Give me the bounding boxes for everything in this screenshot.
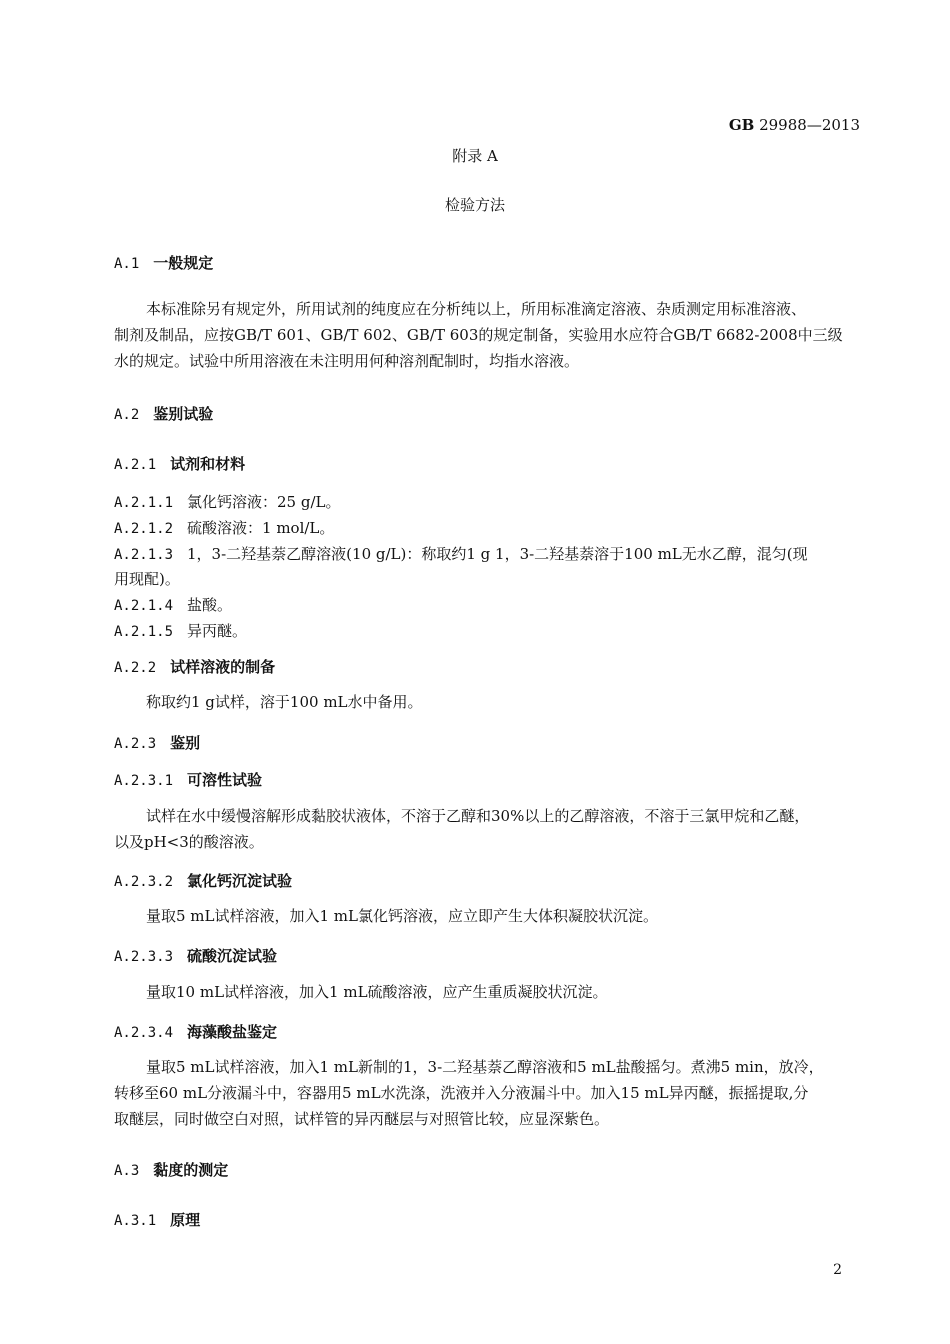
paragraph-line: 量取5 mL试样溶液，加入1 mL氯化钙溶液，应立即产生大体积凝胶状沉淀。 [146, 907, 658, 925]
paragraph-calcium-chloride [114, 903, 860, 929]
reagent-item [114, 620, 247, 641]
reagent-text: 1，3-二羟基萘乙醇溶液(10 g/L)：称取约1 g 1，3-二羟基萘溶于100 mL无水乙醇，混匀(现 [187, 545, 808, 563]
section-number: A.2.3.2 [114, 874, 174, 890]
paragraph-line: 取醚层，同时做空白对照，试样管的异丙醚层与对照管比较，应显深紫色。 [114, 1110, 610, 1128]
section-number: A.1 [114, 256, 140, 272]
section-title: 氯化钙沉淀试验 [187, 872, 293, 890]
reagent-item [114, 594, 232, 615]
reagent-item [114, 491, 341, 512]
section-heading-a232 [114, 870, 292, 891]
paragraph-line: 量取10 mL试样溶液，加入1 mL硫酸溶液，应产生重质凝胶状沉淀。 [146, 983, 608, 1001]
section-title: 试剂和材料 [170, 455, 246, 473]
reagent-item [114, 543, 808, 564]
reagent-text: 盐酸。 [187, 596, 233, 614]
section-title: 鉴别 [170, 734, 201, 752]
section-heading-a1 [114, 252, 213, 273]
paragraph-line: 量取5 mL试样溶液，加入1 mL新制的1，3-二羟基萘乙醇溶液和5 mL盐酸摇匀。煮沸5 min，放冷， [146, 1058, 824, 1076]
appendix-label: 附录 A [452, 147, 498, 165]
paragraph-line: 试样在水中缓慢溶解形成黏胶状液体，不溶于乙醇和30%以上的乙醇溶液，不溶于三氯甲烷和乙醚， [146, 807, 810, 825]
section-title: 鉴别试验 [153, 405, 214, 423]
paragraph-sample-prep [114, 689, 860, 715]
section-number: A.2.3.1 [114, 773, 174, 789]
section-title: 试样溶液的制备 [170, 658, 276, 676]
section-number: A.3 [114, 1163, 140, 1179]
paragraph-line: 水的规定。试验中所用溶液在未注明用何种溶剂配制时，均指水溶液。 [114, 352, 580, 370]
section-heading-a3 [114, 1159, 228, 1180]
section-number: A.2.1 [114, 457, 157, 473]
paragraph-sulfuric-acid [114, 979, 860, 1005]
section-title: 海藻酸盐鉴定 [187, 1023, 278, 1041]
page-number: 2 [833, 1262, 842, 1278]
paragraph-line: 本标准除另有规定外，所用试剂的纯度应在分析纯以上，所用标准滴定溶液、杂质测定用标准溶液、 [146, 300, 807, 318]
appendix-title: 检验方法 [444, 196, 505, 214]
section-title: 可溶性试验 [187, 771, 263, 789]
section-heading-a231 [114, 769, 262, 790]
paragraph-general-provisions [114, 296, 860, 374]
reagent-number: A.2.1.5 [114, 624, 174, 640]
section-number: A.2 [114, 407, 140, 423]
section-title: 原理 [170, 1211, 201, 1229]
section-title: 硫酸沉淀试验 [187, 947, 278, 965]
section-heading-a233 [114, 945, 277, 966]
section-heading-a31 [114, 1209, 200, 1230]
section-title: 一般规定 [153, 254, 214, 272]
reagent-number: A.2.1.1 [114, 495, 174, 511]
standard-code-number: 29988—2013 [754, 116, 860, 134]
section-heading-a21 [114, 453, 245, 474]
reagent-item [114, 517, 334, 538]
reagent-text: 氯化钙溶液：25 g/L。 [187, 493, 341, 511]
paragraph-line: 转移至60 mL分液漏斗中，容器用5 mL水洗涤，洗液并入分液漏斗中。加入15 mL异丙醚，振摇提取,分 [114, 1084, 809, 1102]
section-heading-a22 [114, 656, 275, 677]
section-heading-a23 [114, 732, 200, 753]
reagent-number: A.2.1.3 [114, 547, 174, 563]
reagent-number: A.2.1.4 [114, 598, 174, 614]
standard-code-prefix: GB [728, 116, 755, 134]
paragraph-line: 制剂及制品，应按GB/T 601、GB/T 602、GB/T 603的规定制备，实验用水应符合GB/T 6682-2008中三级 [114, 326, 843, 344]
standard-code [729, 116, 860, 134]
section-number: A.3.1 [114, 1213, 157, 1229]
section-number: A.2.2 [114, 660, 157, 676]
reagent-text: 硫酸溶液：1 mol/L。 [187, 519, 335, 537]
reagent-number: A.2.1.2 [114, 521, 174, 537]
section-heading-a2 [114, 403, 213, 424]
section-number: A.2.3.3 [114, 949, 174, 965]
paragraph-line: 以及pH<3的酸溶液。 [114, 833, 264, 851]
section-heading-a234 [114, 1021, 277, 1042]
paragraph-solubility [114, 803, 860, 855]
section-title: 黏度的测定 [153, 1161, 229, 1179]
reagent-text: 异丙醚。 [187, 622, 248, 640]
paragraph-alginate-identification [114, 1054, 860, 1132]
reagent-continuation: 用现配)。 [114, 570, 180, 588]
paragraph-line: 称取约1 g试样，溶于100 mL水中备用。 [146, 693, 423, 711]
section-number: A.2.3 [114, 736, 157, 752]
section-number: A.2.3.4 [114, 1025, 174, 1041]
